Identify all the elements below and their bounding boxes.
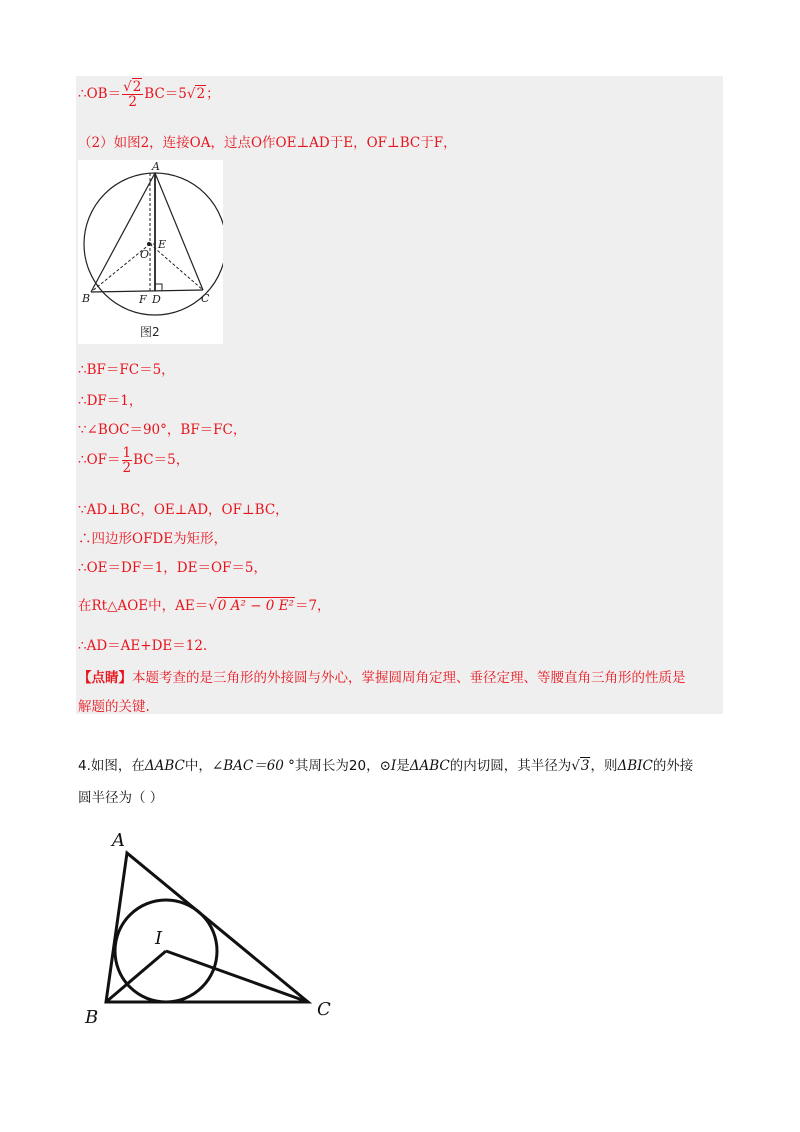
solution-line-11: ∴AD＝AE+DE＝12. (78, 638, 208, 654)
math-triangle-abc: ΔABC (144, 758, 185, 774)
segment-bc (91, 290, 203, 292)
text-fragment: 是 (396, 758, 410, 774)
segment-ci (166, 951, 308, 1002)
comment-text: 本题考查的是三角形的外接圆与外心，掌握圆周角定理、垂径定理、等腰直角三角形的性质是 (132, 670, 686, 686)
math-sqrt-3: 3 (580, 758, 590, 774)
label-d: D (152, 293, 161, 306)
math-triangle-abc: ΔABC (409, 758, 450, 774)
label-c: C (201, 292, 210, 305)
math-angle-bac: ∠BAC＝60 ° (211, 758, 295, 774)
fraction-numerator: 2 (132, 79, 142, 95)
text-fragment: ∴OB＝ (78, 86, 122, 103)
label-a: A (152, 160, 160, 173)
text-fragment: BC＝5 (144, 86, 187, 103)
fraction-numerator: 1 (122, 445, 132, 461)
segment-ab (91, 173, 155, 292)
fraction-denominator: 2 (122, 460, 132, 477)
solution-line-3: ∴BF＝FC＝5， (78, 362, 175, 378)
text-fragment: 在Rt△AOE中，AE＝ (78, 598, 209, 614)
sqrt-value: 2 (196, 86, 206, 103)
text-fragment: 的内切圆，其半径为 (449, 758, 572, 774)
label-o: O (140, 248, 150, 261)
label-b: B (82, 292, 91, 305)
text-fragment: 中， (184, 758, 212, 774)
comment-line-1 (78, 666, 686, 686)
radicand: 0 A² − 0 E² (217, 598, 294, 614)
label-b: B (85, 1007, 99, 1026)
comment-tag: 【点睛】 (78, 670, 132, 686)
text-fragment: ； (206, 86, 220, 103)
solution-line-8: ∴四边形OFDE为矩形， (78, 531, 228, 547)
label-i: I (155, 928, 163, 949)
question-4-line-1: 4.如图，在ΔABC中，∠BAC＝60 °其周长为20，⊙I是ΔABC的内切圆，其半径为√3，则ΔBIC的外接 (78, 758, 694, 774)
figure-2 (78, 160, 223, 344)
right-angle-mark (155, 284, 162, 291)
figure-2-caption: 图2 (140, 325, 160, 339)
triangle-diagram (80, 826, 342, 1026)
text-fragment: BC＝5， (133, 452, 190, 469)
text-fragment: ＝7， (294, 598, 331, 614)
fraction (122, 446, 133, 475)
solution-line-10: 在Rt△AOE中，AE＝√0 A² − 0 E²＝7， (78, 598, 331, 614)
question-4-figure (80, 826, 342, 1026)
segment-ac (155, 173, 203, 290)
comment-line-2: 解题的关键. (78, 699, 150, 715)
label-c: C (317, 999, 331, 1020)
label-e: E (158, 238, 167, 251)
math-incircle: ⊙I (379, 758, 397, 774)
question-4-line-2: 圆半径为（ ） (78, 790, 164, 806)
text-fragment: ，则 (590, 758, 618, 774)
solution-line-7: ∵AD⊥BC，OE⊥AD，OF⊥BC， (78, 502, 289, 518)
fraction: $\frac{√2}{2}$ (123, 79, 142, 111)
figure-2-diagram (78, 160, 223, 344)
solution-line-9: ∴OE＝DF＝1，DE＝OF＝5， (78, 560, 267, 576)
solution-line-4: ∴DF＝1， (78, 393, 143, 409)
math-triangle-bic: ΔBIC (617, 758, 653, 774)
text-fragment: ∴OF＝ (78, 452, 121, 469)
text-fragment: 的外接 (652, 758, 694, 774)
text-fragment: 4.如图，在 (78, 758, 145, 774)
label-f: F (139, 293, 147, 306)
solution-line-6 (78, 446, 189, 475)
solution-line-5: ∵∠BOC＝90°，BF＝FC， (78, 422, 247, 438)
solution-line-2: （2）如图2，连接OA，过点O作OE⊥AD于E，OF⊥BC于F， (78, 135, 457, 151)
solution-line-1: ∴OB＝ $\frac{√2}{2}$ BC＝5√2； (78, 79, 220, 111)
point-o (147, 242, 151, 246)
label-a: A (112, 830, 125, 851)
text-fragment: 其周长为20， (294, 758, 380, 774)
